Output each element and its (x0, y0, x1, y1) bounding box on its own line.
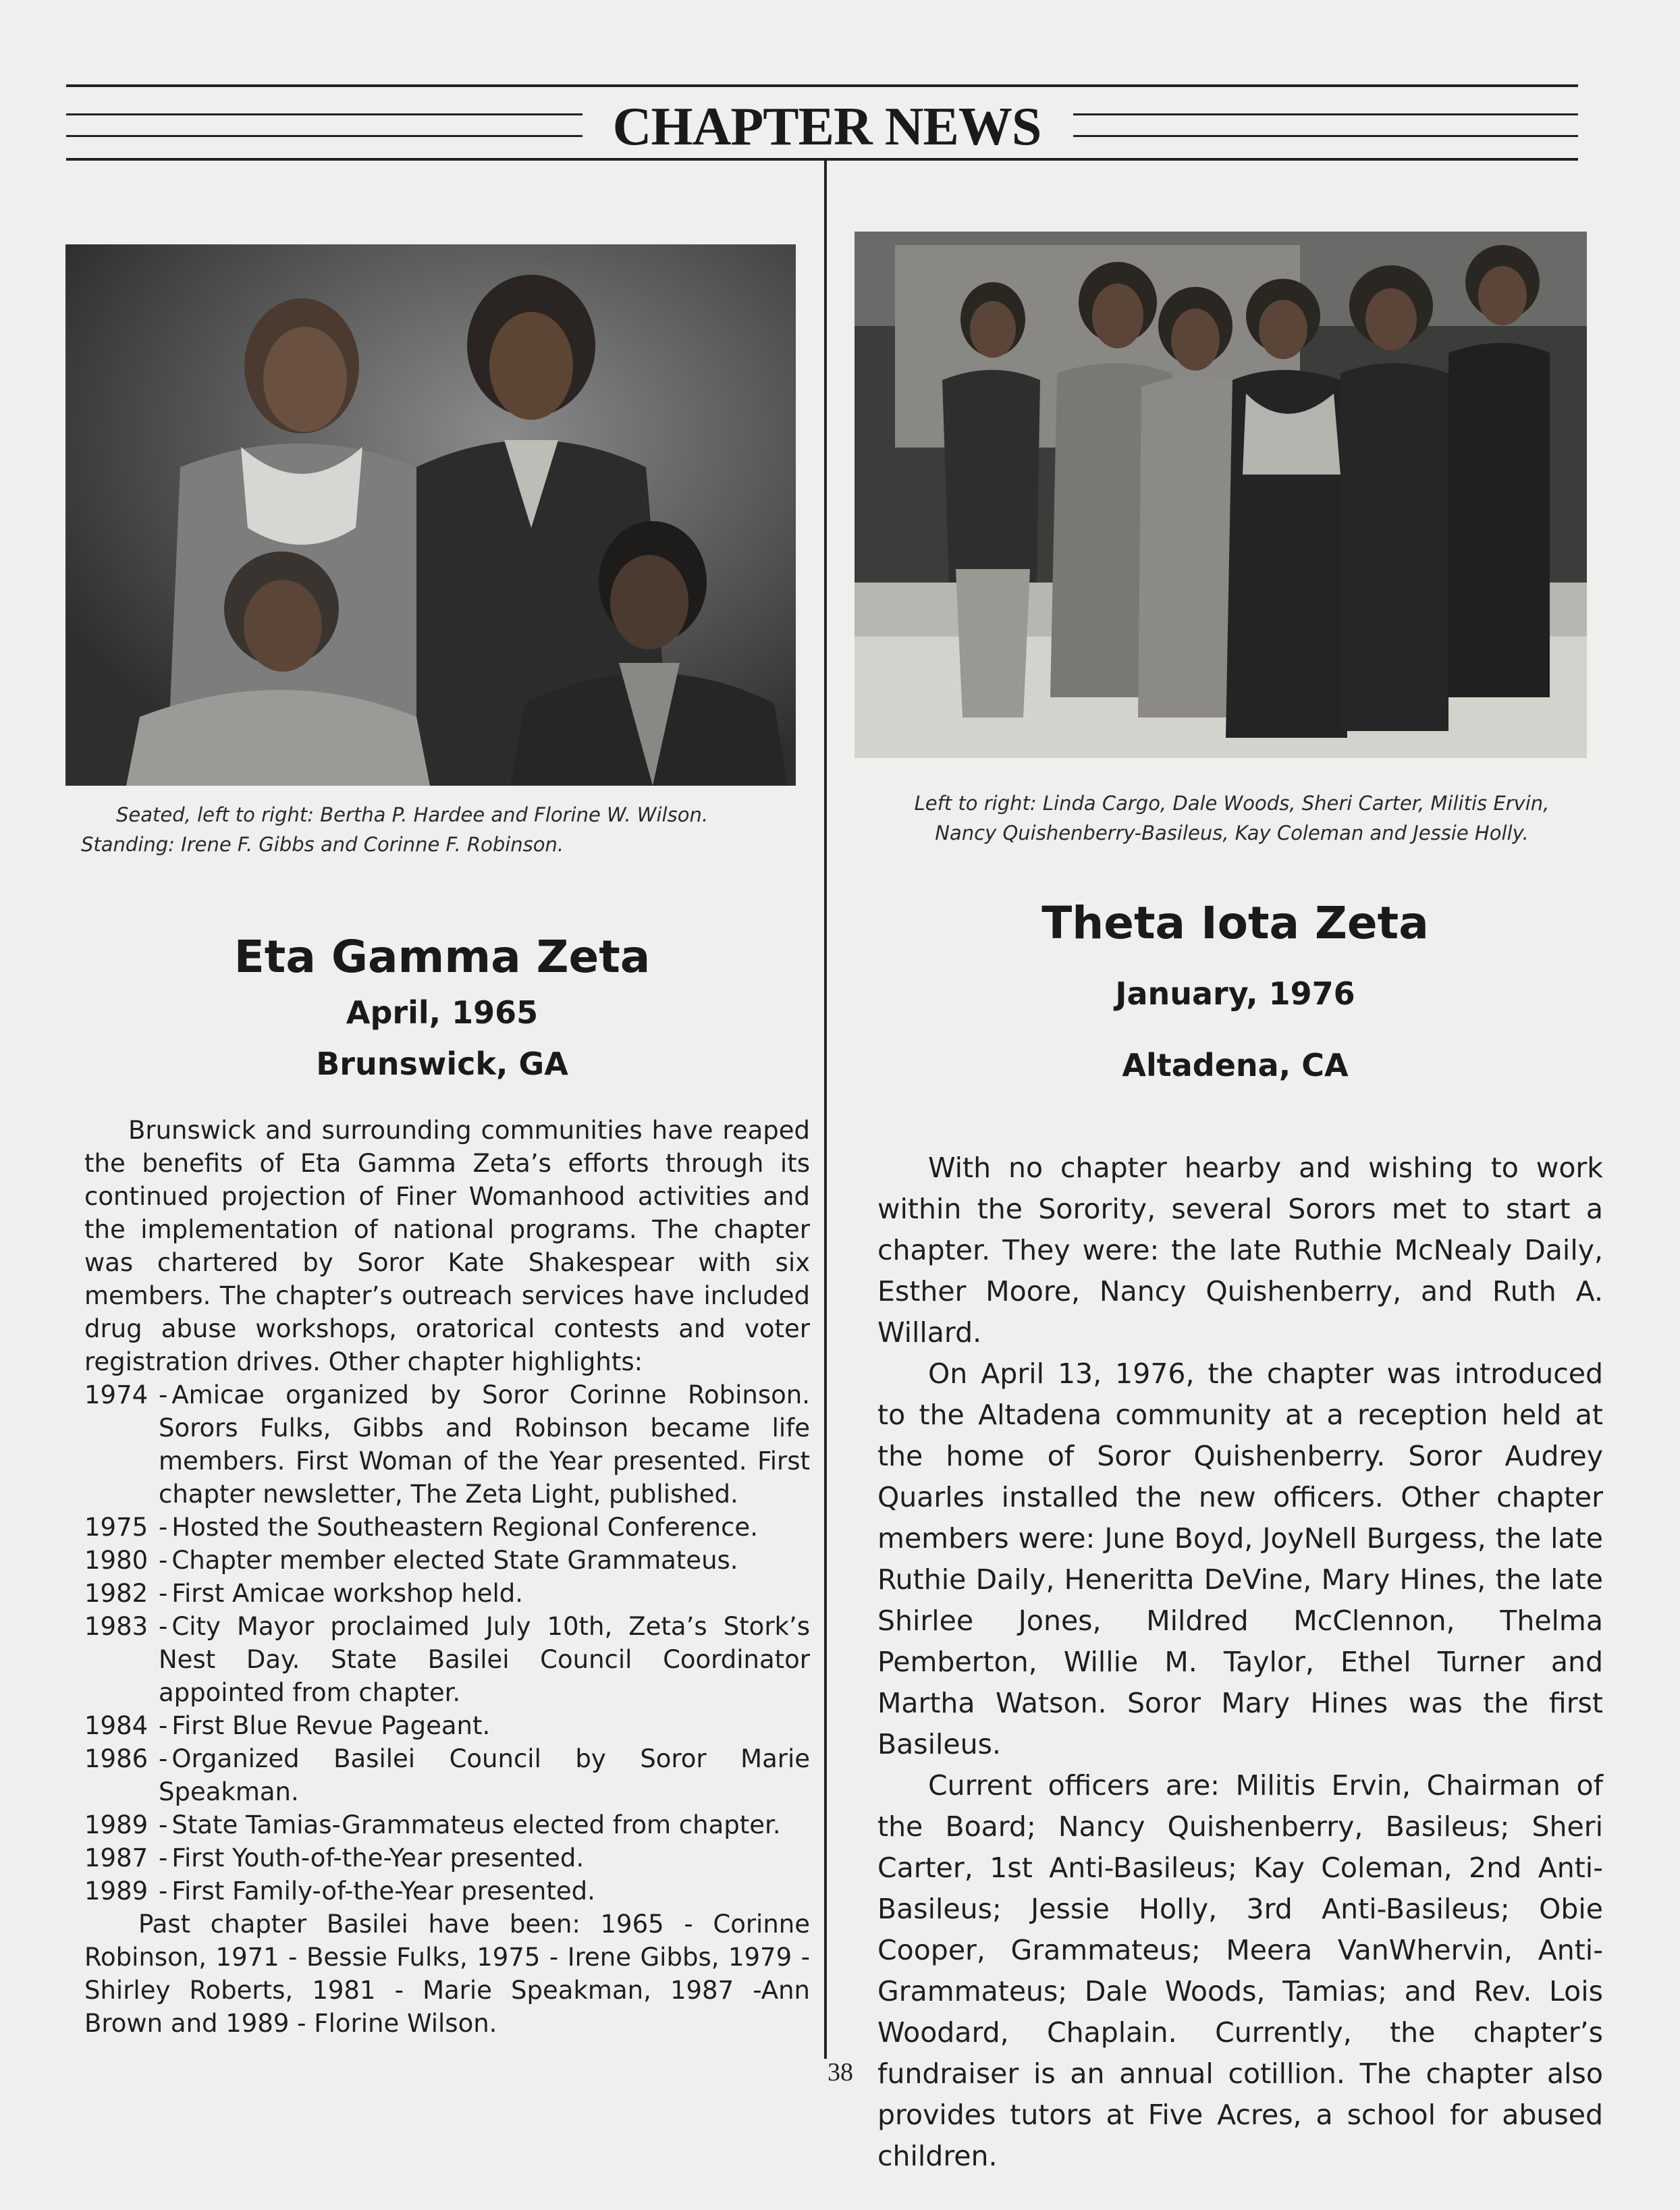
highlight-year: 1974 (84, 1380, 148, 1409)
right-paragraph-3: Current officers are: Militis Ervin, Chairman of the Board; Nancy Quishenberry, Basileus; Sheri Carter, 1st Anti-Basileus; Kay Coleman, 2nd Anti-Basileus; Jessie Holly, 3rd Anti-Basileus; Obie Cooper, Grammateus; Meera VanWhervin, Anti-Grammateus; Dale Woods, Tamias; and Rev. Lois Woodard, Chaplain. Currently, the chapter’s fundraiser is an annual cotillion. The chapter also provides tutors at Five Acres, a school for abused children. (877, 1769, 1603, 2172)
masthead-rule-top (66, 84, 1578, 87)
masthead-rule-right-2 (1073, 135, 1578, 137)
masthead-title: CHAPTER NEWS (612, 97, 1041, 157)
list-item: 1984 - First Blue Revue Pageant. (84, 1709, 810, 1742)
right-photo-illustration (855, 232, 1587, 758)
right-caption-line-1: Left to right: Linda Cargo, Dale Woods, Sheri Carter, Militis Ervin, (914, 792, 1550, 815)
list-item: 1982 - First Amicae workshop held. (84, 1577, 810, 1610)
column-divider (824, 159, 827, 2059)
highlight-year: 1984 (84, 1711, 148, 1740)
highlight-text: Amicae organized by Soror Corinne Robinson. Sorors Fulks, Gibbs and Robinson became life members. First Woman of the Year presented. First chapter newsletter, The Zeta Light, published. (159, 1380, 810, 1509)
list-item: 1989 - First Family-of-the-Year presented. (84, 1875, 810, 1908)
highlight-year: 1986 (84, 1744, 148, 1773)
highlight-text: City Mayor proclaimed July 10th, Zeta’s Stork’s Nest Day. State Basilei Council Coordinator appointed from chapter. (159, 1612, 810, 1707)
highlight-text: First Youth-of-the-Year presented. (171, 1843, 585, 1872)
list-item: 1986 - Organized Basilei Council by Soror Marie Speakman. (84, 1742, 810, 1808)
highlight-year: 1982 (84, 1579, 148, 1608)
left-article-body (84, 1114, 810, 2040)
highlight-text: Organized Basilei Council by Soror Marie Speakman. (159, 1744, 810, 1806)
left-group-photo (65, 244, 796, 786)
right-photo-caption (871, 788, 1593, 848)
left-chapter-date: April, 1965 (346, 994, 539, 1031)
highlight-text: Hosted the Southeastern Regional Conference. (171, 1513, 758, 1542)
highlight-text: First Family-of-the-Year presented. (171, 1877, 595, 1906)
right-article-body (877, 1148, 1603, 2177)
right-caption-line-2: Nancy Quishenberry-Basileus, Kay Coleman and Jessie Holly. (935, 821, 1529, 844)
highlight-year: 1987 (84, 1843, 148, 1872)
highlight-year: 1989 (84, 1877, 148, 1906)
left-chapter-location: Brunswick, GA (316, 1046, 568, 1082)
highlight-year: 1975 (84, 1513, 148, 1542)
list-item: 1975 - Hosted the Southeastern Regional Conference. (84, 1511, 810, 1544)
masthead-rule-left-1 (66, 113, 582, 115)
right-paragraph-2: On April 13, 1976, the chapter was introduced to the Altadena community at a reception held at the home of Soror Quishenberry. Soror Audrey Quarles installed the new officers. Other chapter members were: June Boyd, JoyNell Burgess, the late Ruthie Daily, Heneritta DeVine, Mary Hines, the late Shirlee Jones, Mildred McClennon, Thelma Pemberton, Willie M. Taylor, Ethel Turner and Martha Watson. Soror Mary Hines was the first Basileus. (877, 1357, 1603, 1760)
left-photo-illustration (65, 244, 796, 786)
highlight-text: Chapter member elected State Grammateus. (171, 1546, 738, 1575)
highlight-text: First Blue Revue Pageant. (171, 1711, 491, 1740)
highlight-year: 1989 (84, 1810, 148, 1839)
left-photo-caption (81, 800, 810, 859)
left-past-basilei-paragraph: Past chapter Basilei have been: 1965 - Corinne Robinson, 1971 - Bessie Fulks, 1975 - Irene Gibbs, 1979 -Shirley Roberts, 1981 - Marie Speakman, 1987 -Ann Brown and 1989 - Florine Wilson. (84, 1910, 810, 2038)
list-item: 1974 - Amicae organized by Soror Corinne Robinson. Sorors Fulks, Gibbs and Robinson became life members. First Woman of the Year presented. First chapter newsletter, The Zeta Light, published. (84, 1378, 810, 1511)
right-paragraph-1: With no chapter hearby and wishing to work within the Sorority, several Sorors met to start a chapter. They were: the late Ruthie McNealy Daily, Esther Moore, Nancy Quishenberry, and Ruth A. Willard. (877, 1152, 1603, 1349)
list-item: 1989 - State Tamias-Grammateus elected from chapter. (84, 1808, 810, 1841)
highlight-year: 1983 (84, 1612, 148, 1641)
highlight-text: First Amicae workshop held. (171, 1579, 524, 1608)
left-caption-line-1: Seated, left to right: Bertha P. Hardee and Florine W. Wilson. (116, 803, 709, 826)
page-number: 38 (828, 2058, 853, 2086)
right-chapter-date: January, 1976 (1115, 975, 1355, 1012)
right-group-photo (855, 232, 1587, 758)
list-item: 1980 - Chapter member elected State Grammateus. (84, 1544, 810, 1577)
left-chapter-name: Eta Gamma Zeta (234, 931, 651, 983)
masthead-rule-left-2 (66, 135, 582, 137)
list-item: 1983 - City Mayor proclaimed July 10th, Zeta’s Stork’s Nest Day. State Basilei Council Coordinator appointed from chapter. (84, 1610, 810, 1709)
masthead-rule-right-1 (1073, 113, 1578, 115)
right-chapter-name: Theta Iota Zeta (1041, 897, 1429, 949)
highlight-text: State Tamias-Grammateus elected from chapter. (171, 1810, 781, 1839)
left-highlights-list (84, 1378, 810, 1908)
left-caption-line-2: Standing: Irene F. Gibbs and Corinne F. Robinson. (81, 833, 564, 856)
right-chapter-location: Altadena, CA (1122, 1047, 1349, 1083)
list-item: 1987 - First Youth-of-the-Year presented. (84, 1841, 810, 1875)
highlight-year: 1980 (84, 1546, 148, 1575)
left-intro-paragraph: Brunswick and surrounding communities have reaped the benefits of Eta Gamma Zeta’s efforts through its continued projection of Finer Womanhood activities and the implementation of national programs. The chapter was chartered by Soror Kate Shakespear with six members. The chapter’s outreach services have included drug abuse workshops, oratorical contests and voter registration drives. Other chapter highlights: (84, 1116, 810, 1376)
